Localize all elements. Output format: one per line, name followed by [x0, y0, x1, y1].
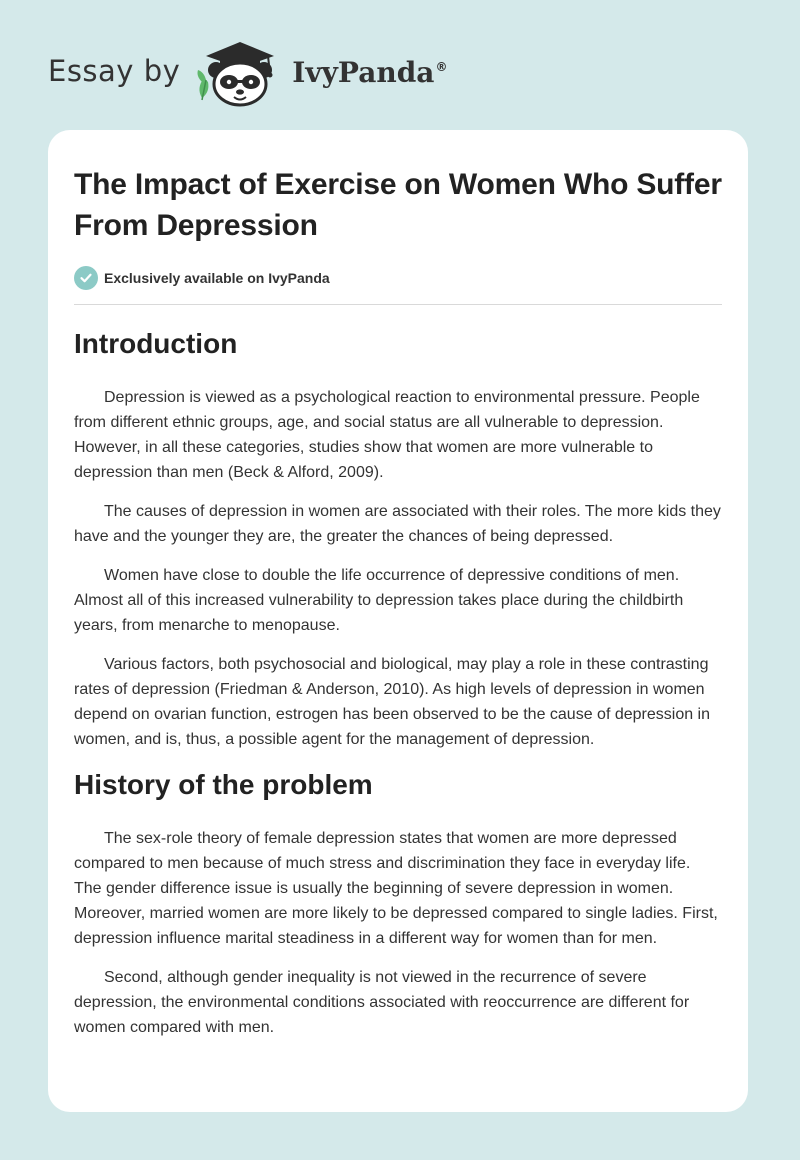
- paragraph: Second, although gender inequality is not viewed in the recurrence of severe depression, the environmental conditions associated with reoccurrence are different for women compared with men.: [74, 969, 690, 1036]
- exclusive-badge: [74, 266, 722, 290]
- check-icon: [74, 266, 98, 290]
- paragraph: Women have close to double the life occurrence of depressive conditions of men. Almost all of this increased vulnerability to depression takes place during the childbirth years, from menarche to menopause.: [74, 567, 684, 634]
- paragraph: The sex-role theory of female depression states that women are more depressed compared to men because of much stress and discrimination they face in everyday life. The gender difference issue is usually the beginning of severe depression in women. Moreover, married women are more likely to be depressed compared to single ladies. First, depression influence marital steadiness in a different way for women than for men.: [74, 830, 718, 947]
- paragraph: The causes of depression in women are associated with their roles. The more kids they have and the younger they are, the greater the chances of being depressed.: [74, 503, 721, 545]
- brand-prefix: Essay by: [48, 54, 181, 88]
- essay-card: [48, 130, 748, 1112]
- paragraph: Various factors, both psychosocial and biological, may play a role in these contrasting rates of depression (Friedman & Anderson, 2010). As high levels of depression in women depend on ovarian function, estrogen has been observed to be the cause of depression in women, and is, thus, a possible agent for the management of depression.: [74, 656, 711, 748]
- exclusive-badge-text: Exclusively available on IvyPanda: [104, 270, 330, 286]
- brand-name: IvyPanda®: [292, 55, 448, 89]
- panda-logo-icon[interactable]: [194, 36, 286, 108]
- brand-header: [48, 36, 447, 108]
- paragraph: Depression is viewed as a psychological reaction to environmental pressure. People from different ethnic groups, age, and social status are all vulnerable to depression. However, in all these categories, studies show that women are more vulnerable to depression than men (Beck & Alford, 2009).: [74, 389, 700, 481]
- section-heading-history: History of the problem: [74, 769, 373, 800]
- divider: [74, 304, 722, 305]
- section-heading-introduction: Introduction: [74, 328, 238, 359]
- essay-title: The Impact of Exercise on Women Who Suffer From Depression: [74, 168, 722, 242]
